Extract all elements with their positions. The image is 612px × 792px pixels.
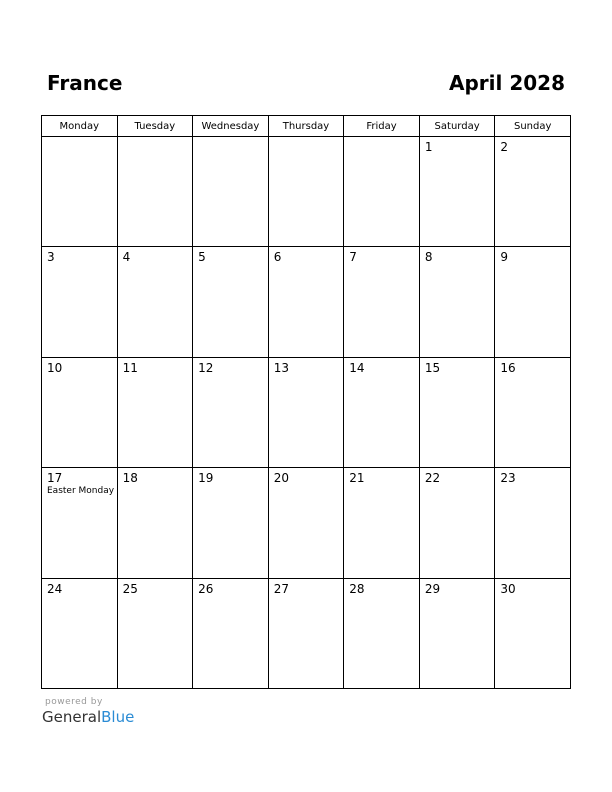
day-cell: [495, 247, 571, 357]
weekday-tuesday: Tuesday: [117, 116, 193, 137]
day-cell: [344, 247, 420, 357]
day-cell: [268, 578, 344, 688]
day-number: 26: [198, 581, 214, 596]
day-number: 10: [47, 360, 63, 375]
day-number: 25: [122, 581, 138, 596]
day-cell: [344, 137, 420, 247]
day-number: 17: [47, 471, 63, 486]
day-number: 15: [424, 360, 441, 375]
day-number: [42, 137, 117, 141]
day-number: 12: [198, 360, 214, 375]
day-cell: [117, 137, 193, 247]
day-number: 29: [424, 581, 441, 596]
day-cell: [268, 357, 344, 467]
day-cell: [495, 468, 571, 578]
day-number: 22: [424, 471, 441, 486]
day-cell: [42, 137, 118, 247]
day-cell: [344, 468, 420, 578]
day-cell: [419, 578, 495, 688]
day-cell: [419, 357, 495, 467]
weekday-header-row: [42, 116, 571, 137]
day-number: 30: [500, 581, 516, 596]
day-number: 6: [273, 250, 282, 265]
day-number: 23: [500, 471, 516, 486]
day-number: 4: [122, 250, 131, 265]
day-number: 3: [47, 250, 55, 265]
brand-logo: [42, 708, 134, 726]
day-number: [344, 137, 419, 141]
day-number: [269, 137, 344, 141]
day-cell: [419, 247, 495, 357]
day-number: [118, 137, 193, 141]
day-cell: [42, 578, 118, 688]
day-cell: [344, 357, 420, 467]
country-title: France: [47, 71, 123, 95]
day-cell: [117, 247, 193, 357]
day-number: 16: [500, 360, 516, 375]
day-cell: [193, 247, 269, 357]
day-cell: [117, 357, 193, 467]
day-cell: [268, 468, 344, 578]
day-cell: [268, 137, 344, 247]
day-number: 8: [424, 250, 433, 265]
day-number: 9: [500, 250, 509, 265]
holiday-label: Easter Monday: [47, 486, 115, 497]
day-cell: [42, 357, 118, 467]
day-cell: [268, 247, 344, 357]
day-cell: [42, 247, 118, 357]
calendar-body: [42, 137, 571, 689]
month-year-title: April 2028: [449, 71, 565, 95]
brand-name-part1: General: [42, 708, 102, 726]
weekday-friday: Friday: [344, 116, 420, 137]
day-number: 27: [273, 581, 289, 596]
day-cell: [419, 137, 495, 247]
day-number: 19: [198, 471, 214, 486]
day-number: [193, 137, 268, 141]
weekday-saturday: Saturday: [419, 116, 495, 137]
day-cell: [193, 578, 269, 688]
day-number: 20: [273, 471, 289, 486]
day-number: 18: [122, 471, 138, 486]
week-row: [42, 357, 571, 467]
day-cell: [344, 578, 420, 688]
day-cell: [193, 137, 269, 247]
day-cell: [193, 357, 269, 467]
day-cell: [42, 468, 118, 578]
brand-name-part2: Blue: [101, 708, 135, 726]
weekday-sunday: Sunday: [495, 116, 571, 137]
day-cell: [495, 357, 571, 467]
day-cell: [117, 468, 193, 578]
week-row: [42, 247, 571, 357]
week-row: [42, 137, 571, 247]
day-number: 21: [349, 471, 365, 486]
week-row: [42, 468, 571, 578]
day-number: 24: [47, 581, 63, 596]
day-cell: [495, 137, 571, 247]
weekday-wednesday: Wednesday: [193, 116, 269, 137]
day-number: 13: [273, 360, 289, 375]
day-cell: [419, 468, 495, 578]
day-number: 7: [349, 250, 357, 265]
day-number: 11: [122, 360, 138, 375]
day-number: 2: [500, 140, 509, 154]
day-number: 28: [349, 581, 365, 596]
weekday-thursday: Thursday: [268, 116, 344, 137]
weekday-monday: Monday: [42, 116, 118, 137]
day-cell: [193, 468, 269, 578]
day-number: 5: [198, 250, 206, 265]
footer-branding: [42, 697, 134, 726]
day-number: 14: [349, 360, 365, 375]
day-cell: [117, 578, 193, 688]
week-row: [42, 578, 571, 688]
powered-by-text: powered by: [45, 697, 103, 707]
day-cell: [495, 578, 571, 688]
calendar-grid: [41, 115, 571, 689]
day-number: 1: [424, 140, 433, 154]
